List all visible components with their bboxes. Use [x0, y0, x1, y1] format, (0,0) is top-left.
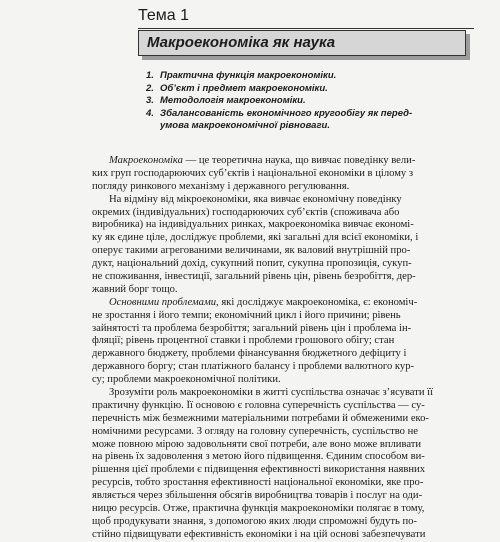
defined-term: Макроекономіка — [109, 155, 183, 166]
text-line: оперує такими агрегованими величинами, як валовий внутрішній про- — [92, 245, 411, 257]
plan-item — [146, 70, 470, 83]
text-line: рішення цієї проблеми є підвищення ефективності використання наявних — [92, 464, 426, 476]
text-line-rest: , які досліджує макроекономіка, є: економіч- — [216, 296, 418, 308]
paragraph-main-problems — [92, 297, 472, 387]
chapter-title: Макроекономіка як наука — [138, 30, 466, 56]
text-line: не зростання і його темпи; економічний цикл і його причини; рівень — [92, 309, 401, 321]
text-line: На відміну від мікроекономіки, яка вивчає економічну поведінку — [109, 193, 402, 205]
plan-item-text — [160, 108, 470, 134]
plan-item-line: Збалансованість економічного кругообігу як перед- — [160, 107, 413, 119]
text-line: су; проблеми макроекономічної політики. — [92, 374, 281, 386]
text-line: щоб продукувати знання, з допомогою яких люди спроможні будуть по- — [92, 515, 417, 527]
text-line: на рівень їх задоволення з метою його підвищення. Єдиним способом ви- — [92, 451, 425, 463]
text-line: ку як єдине ціле, досліджує проблеми, які загальні для всієї економіки, і — [92, 232, 419, 244]
text-line: погляду ринкового механізму і державного регулювання. — [92, 180, 350, 192]
paragraph-comparison — [92, 194, 472, 297]
text-line: жавний борг тощо. — [92, 283, 178, 295]
paragraph-definition — [92, 155, 472, 194]
body-text — [92, 155, 472, 542]
defined-term: Основними проблемами — [109, 296, 217, 308]
plan-item-number: 3. — [146, 95, 154, 106]
text-line: стійно підвищувати ефективність економіки і на цій основі забезпечувати — [92, 528, 426, 540]
plan-item-text: Практична функція макроекономіки. — [160, 70, 337, 81]
plan-item — [146, 95, 470, 108]
plan-item — [146, 108, 470, 134]
text-line: ницю ресурсів. Отже, практична функція макроекономіки полягає в тому, — [92, 503, 425, 515]
text-line: окремих (індивідуальних) господарюючих суб’єктів (споживача або — [92, 206, 400, 218]
text-line: зайнятості та проблема безробіття; загальний рівень цін і проблема ін- — [92, 322, 412, 334]
text-line: не споживання, інвестиції, загальний рівень цін, рівень безробіття, дер- — [92, 271, 416, 283]
plan-item-text: Методологія макроекономіки. — [160, 95, 306, 106]
plan-item-line: умова макроекономічної рівноваги. — [160, 120, 330, 132]
text-line — [92, 297, 472, 310]
plan-item — [146, 83, 470, 96]
topic-number: Тема 1 — [138, 6, 474, 29]
text-line-rest: — це теоретична наука, що вивчає поведінку вели- — [182, 155, 416, 166]
text-line: фляції; рівень процентної ставки і проблеми грошового обігу; стан — [92, 335, 395, 347]
text-line: може повною мірою задовольняти свої потреби, але воно може впливати — [92, 438, 422, 450]
text-line — [92, 155, 472, 168]
plan-item-text: Об’єкт і предмет макроекономіки. — [160, 82, 328, 94]
text-line: виробника) на індивідуальних ринках, макроекономіка вивчає економі- — [92, 219, 414, 231]
topic-plan-list — [146, 70, 470, 133]
text-line: дукт, національний дохід, сукупний попит, сукупна пропозиція, сукуп- — [92, 258, 412, 270]
plan-item-number: 4. — [146, 107, 154, 119]
text-line: являється через збільшення обсягів виробництва товарів і послуг на оди- — [92, 490, 423, 502]
paragraph-practical-function — [92, 387, 472, 542]
plan-item-number: 2. — [146, 82, 154, 94]
text-line: державного бюджету, проблеми фінансування бюджетного дефіциту і — [92, 348, 407, 360]
text-line: Зрозуміти роль макроекономіки в житті суспільства означає з’ясувати її — [109, 387, 434, 399]
text-line: ких груп господарюючих суб’єктів і національної економіки в цілому з — [92, 167, 414, 179]
text-line: практичну функцію. Її основою є головна суперечність суспільства — су- — [92, 399, 425, 411]
text-line: ресурсів, тобто зростання ефективності національної економіки, яке про- — [92, 477, 424, 489]
text-line: державного боргу; стан платіжного балансу і проблеми валютного кур- — [92, 361, 415, 373]
plan-item-number: 1. — [146, 70, 154, 81]
text-line: перечність між безмежними матеріальними потребами й обмеженими еко- — [92, 412, 429, 424]
text-line: номічними ресурсами. З огляду на головну суперечність, суспільство не — [92, 425, 418, 437]
